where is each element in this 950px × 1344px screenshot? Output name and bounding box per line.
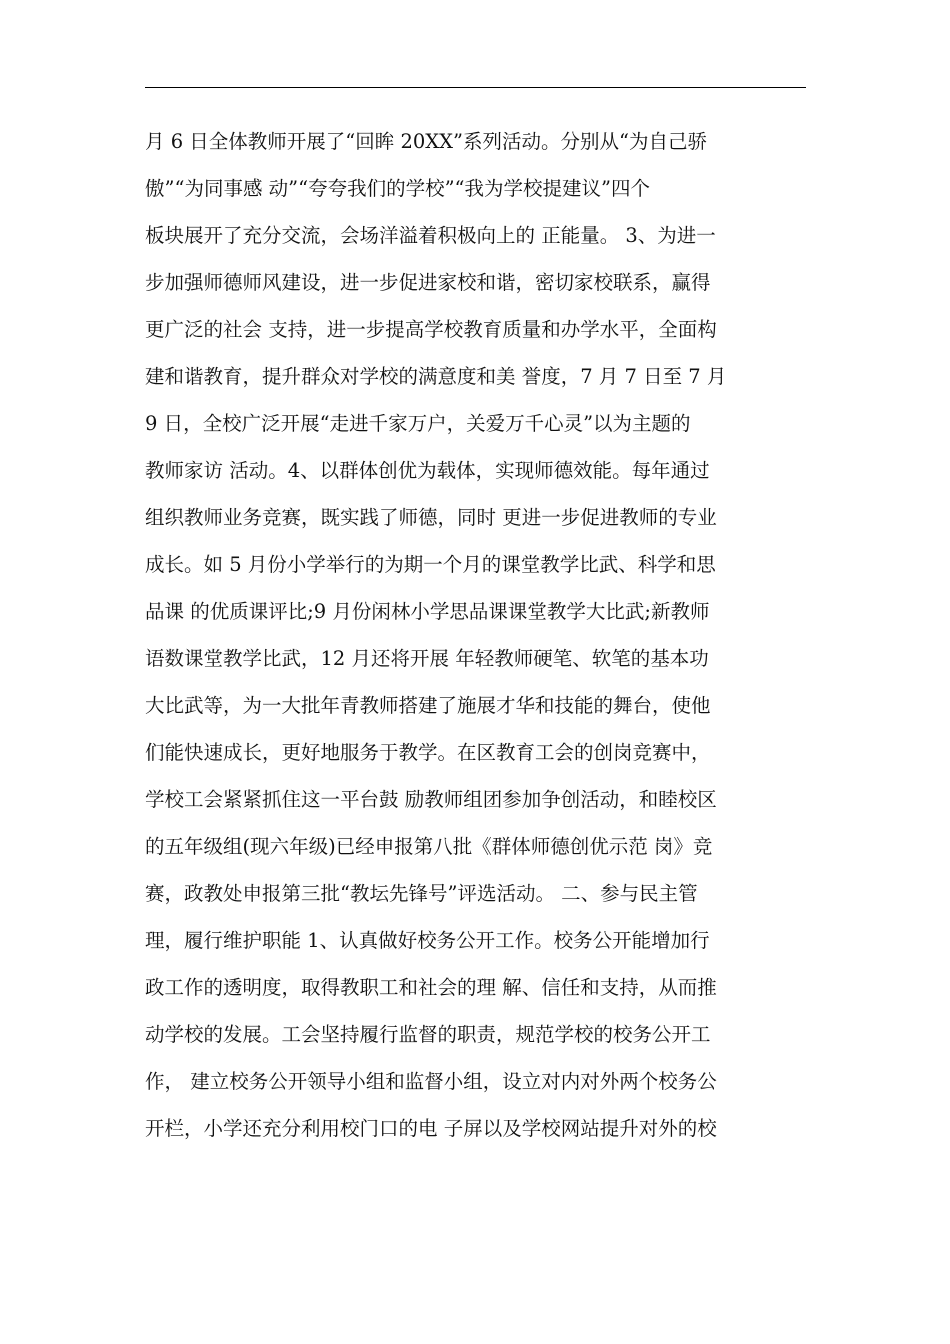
text-line: 品课 的优质课评比;9 月份闲林小学思品课课堂教学大比武;新教师: [145, 600, 710, 623]
text-line: 语数课堂教学比武，12 月还将开展 年轻教师硬笔、软笔的基本功: [145, 647, 709, 670]
text-line: 动学校的发展。工会坚持履行监督的职责，规范学校的校务公开工: [145, 1023, 711, 1046]
text-line: 更广泛的社会 支持，进一步提高学校教育质量和办学水平，全面构: [145, 318, 717, 341]
text-line: 成长。如 5 月份小学举行的为期一个月的课堂教学比武、科学和思: [145, 553, 716, 576]
text-line: 们能快速成长，更好地服务于教学。在区教育工会的创岗竞赛中，: [145, 741, 711, 764]
text-line: 月 6 日全体教师开展了“回眸 20XX”系列活动。分别从“为自己骄: [145, 130, 707, 153]
text-line: 教师家访 活动。4、以群体创优为载体，实现师德效能。每年通过: [145, 459, 710, 482]
text-line: 开栏，小学还充分利用校门口的电 子屏以及学校网站提升对外的校: [145, 1117, 717, 1140]
header-rule: [145, 87, 806, 88]
body-text: [145, 118, 810, 1152]
text-line: 步加强师德师风建设，进一步促进家校和谐，密切家校联系，赢得: [145, 271, 711, 294]
text-line: 理，履行维护职能 1、认真做好校务公开工作。校务公开能增加行: [145, 929, 710, 952]
text-line: 建和谐教育，提升群众对学校的满意度和美 誉度，7 月 7 日至 7 月: [145, 365, 727, 388]
text-line: 赛，政教处申报第三批“教坛先锋号”评选活动。 二、参与民主管: [145, 882, 698, 905]
text-line: 学校工会紧紧抓住这一平台鼓 励教师组团参加争创活动，和睦校区: [145, 788, 717, 811]
text-line: 大比武等，为一大批年青教师搭建了施展才华和技能的舞台，使他: [145, 694, 711, 717]
text-line: 的五年级组(现六年级)已经申报第八批《群体师德创优示范 岗》竞: [145, 835, 713, 858]
text-line: 傲”“为同事感 动”“夸夸我们的学校”“我为学校提建议”四个: [145, 177, 650, 200]
text-line: 9 日，全校广泛开展“走进千家万户，关爱万千心灵”以为主题的: [145, 412, 691, 435]
text-line: 板块展开了充分交流，会场洋溢着积极向上的 正能量。 3、为进一: [145, 224, 716, 247]
text-line: 组织教师业务竞赛，既实践了师德，同时 更进一步促进教师的专业: [145, 506, 717, 529]
text-line: 政工作的透明度，取得教职工和社会的理 解、信任和支持，从而推: [145, 976, 717, 999]
text-line: 作， 建立校务公开领导小组和监督小组，设立对内对外两个校务公: [145, 1070, 717, 1093]
